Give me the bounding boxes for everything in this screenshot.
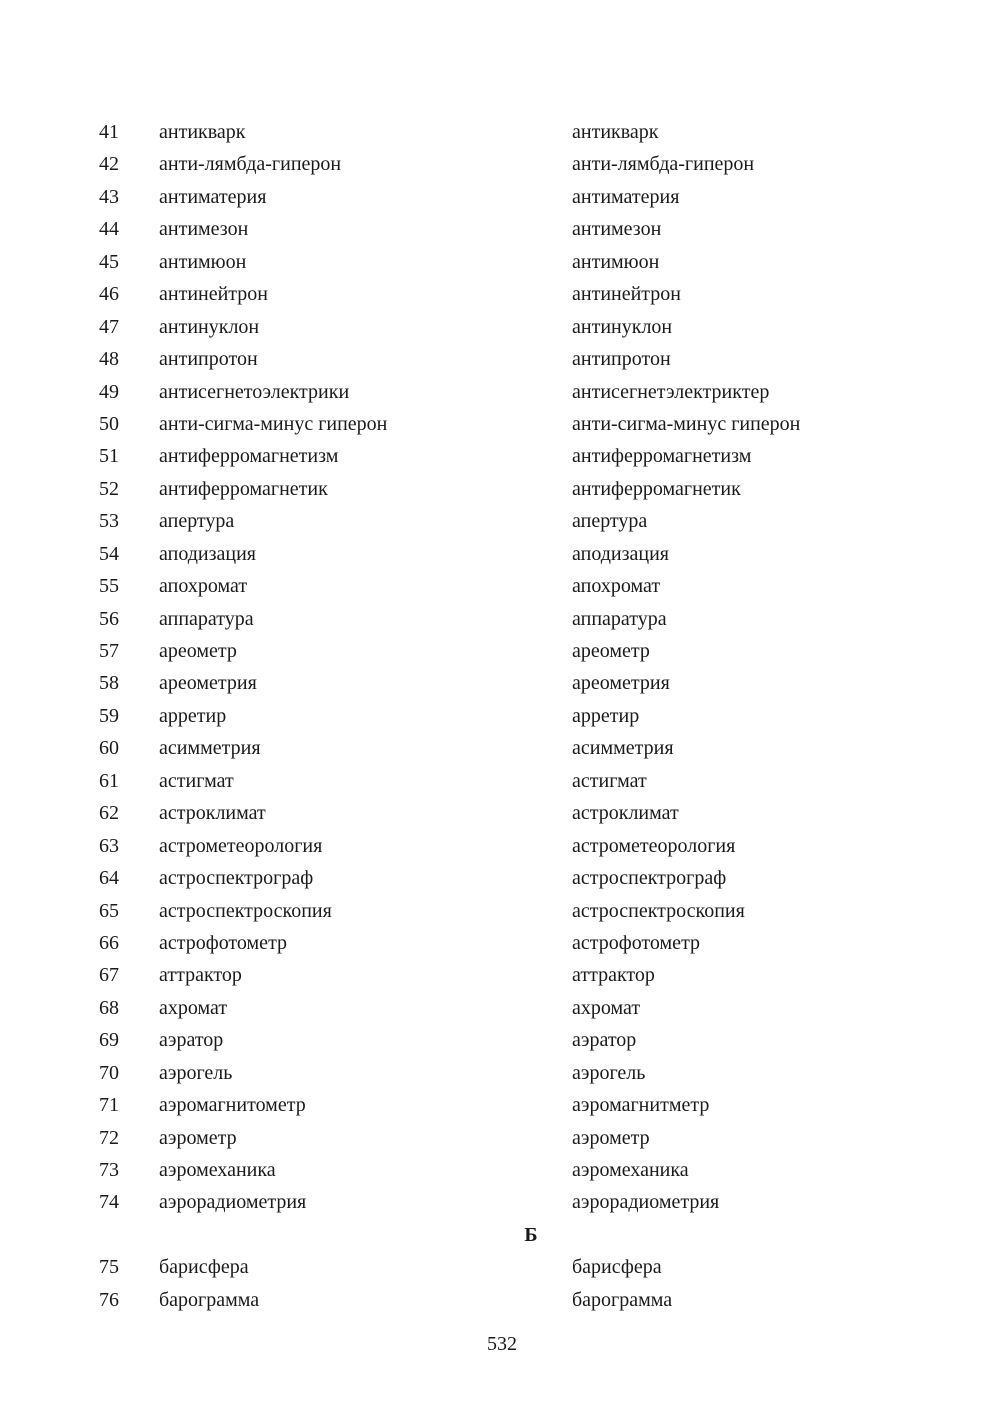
term-translation: антиматерия [572, 185, 680, 208]
term-row [0, 408, 1004, 440]
term-translation: астрометеорология [572, 834, 736, 857]
term-row [0, 992, 1004, 1024]
term-russian: антимюон [159, 250, 247, 273]
term-row [0, 797, 1004, 829]
term-translation: ареометрия [572, 672, 670, 695]
term-translation: антимезон [572, 218, 662, 241]
term-russian: апохромат [159, 575, 248, 598]
term-number: 45 [99, 250, 119, 273]
term-translation: аэратор [572, 1029, 637, 1052]
term-row [0, 181, 1004, 213]
term-translation: аподизация [572, 542, 670, 565]
term-number: 58 [99, 672, 119, 695]
term-number: 59 [99, 704, 119, 727]
term-russian: барограмма [159, 1288, 260, 1311]
term-translation: аэромагнитметр [572, 1094, 710, 1117]
term-number: 43 [99, 185, 119, 208]
term-translation: антиферромагнетик [572, 477, 741, 500]
term-row [0, 473, 1004, 505]
term-row [0, 1122, 1004, 1154]
term-russian: аэромагнитометр [159, 1094, 306, 1117]
term-translation: антиферромагнетизм [572, 445, 752, 468]
term-translation: асимметрия [572, 737, 674, 760]
term-row [0, 1057, 1004, 1089]
term-russian: анти-сигма-минус гиперон [159, 412, 388, 435]
term-number: 47 [99, 315, 119, 338]
term-translation: астроспектроскопия [572, 899, 745, 922]
term-row [0, 311, 1004, 343]
term-russian: ареометрия [159, 672, 257, 695]
term-number: 42 [99, 153, 119, 176]
term-translation: антисегнетэлектриктер [572, 380, 770, 403]
term-russian: апертура [159, 510, 235, 533]
page-number: 532 [487, 1333, 517, 1355]
term-russian: астрофотометр [159, 931, 288, 954]
term-translation: ахромат [572, 996, 641, 1019]
term-translation: астрофотометр [572, 931, 701, 954]
term-row [0, 862, 1004, 894]
term-number: 70 [99, 1061, 119, 1084]
term-russian: антиматерия [159, 185, 267, 208]
term-row [0, 1089, 1004, 1121]
term-number: 74 [99, 1191, 119, 1214]
term-translation: барограмма [572, 1288, 673, 1311]
term-number: 60 [99, 737, 119, 760]
term-number: 64 [99, 867, 119, 890]
term-number: 55 [99, 575, 119, 598]
term-russian: антинейтрон [159, 283, 268, 306]
term-translation: аэрогель [572, 1061, 646, 1084]
term-russian: антиферромагнетизм [159, 445, 339, 468]
term-translation: аэромеханика [572, 1159, 689, 1181]
term-russian: ахромат [159, 996, 228, 1019]
term-translation: аттрактор [572, 964, 655, 987]
term-row [0, 538, 1004, 570]
term-translation: апохромат [572, 575, 661, 598]
term-row [0, 505, 1004, 537]
term-row [0, 440, 1004, 472]
term-translation: астигмат [572, 769, 647, 792]
term-number: 56 [99, 607, 119, 630]
term-russian: аэратор [159, 1029, 224, 1052]
term-russian: астрометеорология [159, 834, 323, 857]
term-row [0, 116, 1004, 148]
term-row [0, 895, 1004, 927]
term-translation: ареометр [572, 640, 650, 662]
term-number: 50 [99, 412, 119, 435]
term-number: 65 [99, 899, 119, 922]
term-row [0, 1154, 1004, 1186]
section-letter: Б [524, 1223, 538, 1246]
term-russian: антикварк [159, 121, 246, 143]
term-number: 67 [99, 964, 119, 987]
term-row [0, 570, 1004, 602]
term-translation: арретир [572, 704, 640, 727]
term-number: 57 [99, 640, 119, 662]
term-number: 54 [99, 542, 119, 565]
term-russian: астигмат [159, 769, 234, 792]
term-russian: антисегнетоэлектрики [159, 380, 350, 403]
term-number: 53 [99, 510, 119, 533]
term-row [0, 246, 1004, 278]
term-number: 41 [99, 121, 119, 143]
term-russian: астроспектроскопия [159, 899, 332, 922]
term-number: 62 [99, 802, 119, 825]
term-translation: астроклимат [572, 802, 679, 825]
term-number: 68 [99, 996, 119, 1019]
term-number: 75 [99, 1256, 119, 1279]
term-number: 76 [99, 1288, 119, 1311]
term-translation: астроспектрограф [572, 867, 727, 890]
term-translation: аэрометр [572, 1126, 650, 1149]
term-russian: анти-лямбда-гиперон [159, 153, 342, 176]
term-row [0, 635, 1004, 667]
term-number: 72 [99, 1126, 119, 1149]
term-russian: антипротон [159, 348, 258, 371]
term-translation: антинуклон [572, 315, 673, 338]
term-number: 73 [99, 1159, 119, 1181]
term-russian: аэрогель [159, 1061, 233, 1084]
term-russian: аэромеханика [159, 1159, 276, 1181]
term-row [0, 1186, 1004, 1218]
term-number: 44 [99, 218, 119, 241]
term-row [0, 667, 1004, 699]
term-row [0, 765, 1004, 797]
term-translation: анти-сигма-минус гиперон [572, 412, 801, 435]
term-translation: антимюон [572, 250, 660, 273]
term-number: 61 [99, 769, 119, 792]
term-row [0, 700, 1004, 732]
term-number: 51 [99, 445, 119, 468]
term-russian: астроклимат [159, 802, 266, 825]
term-translation: аэрорадиометрия [572, 1191, 720, 1214]
term-russian: асимметрия [159, 737, 261, 760]
term-row [0, 830, 1004, 862]
term-row [0, 343, 1004, 375]
term-translation: антинейтрон [572, 283, 681, 306]
term-row [0, 927, 1004, 959]
term-row [0, 1284, 1004, 1316]
term-row [0, 1024, 1004, 1056]
term-russian: антимезон [159, 218, 249, 241]
term-russian: барисфера [159, 1256, 249, 1279]
term-russian: антинуклон [159, 315, 260, 338]
term-translation: апертура [572, 510, 648, 533]
term-russian: ареометр [159, 640, 237, 662]
term-russian: аэрометр [159, 1126, 237, 1149]
term-translation: антикварк [572, 121, 659, 143]
term-number: 49 [99, 380, 119, 403]
term-russian: антиферромагнетик [159, 477, 328, 500]
term-row [0, 376, 1004, 408]
term-number: 52 [99, 477, 119, 500]
term-row [0, 732, 1004, 764]
term-translation: аппаратура [572, 607, 667, 630]
term-number: 66 [99, 931, 119, 954]
term-russian: аэрорадиометрия [159, 1191, 307, 1214]
term-number: 71 [99, 1094, 119, 1117]
term-row [0, 148, 1004, 180]
term-translation: анти-лямбда-гиперон [572, 153, 755, 176]
term-number: 63 [99, 834, 119, 857]
term-row [0, 278, 1004, 310]
term-row [0, 1251, 1004, 1283]
term-number: 48 [99, 348, 119, 371]
term-list [0, 116, 1004, 1316]
term-translation: антипротон [572, 348, 671, 371]
term-row [0, 213, 1004, 245]
term-row [0, 603, 1004, 635]
term-russian: аподизация [159, 542, 257, 565]
term-russian: аттрактор [159, 964, 242, 987]
term-row [0, 959, 1004, 991]
term-russian: астроспектрограф [159, 867, 314, 890]
term-russian: аппаратура [159, 607, 254, 630]
term-number: 69 [99, 1029, 119, 1052]
term-number: 46 [99, 283, 119, 306]
term-russian: арретир [159, 704, 227, 727]
term-translation: барисфера [572, 1256, 662, 1279]
